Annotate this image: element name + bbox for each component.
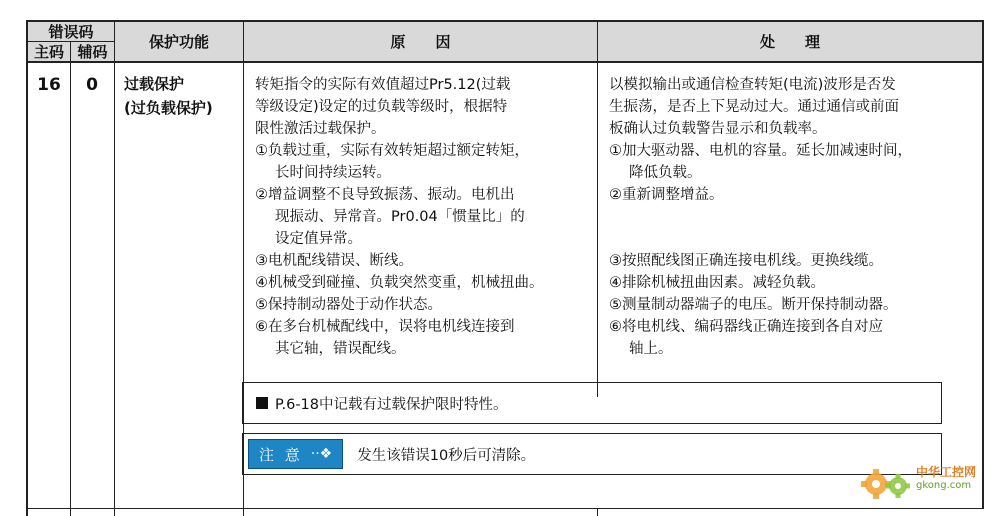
cause-line: 长时间持续运转。	[275, 165, 391, 181]
caution-label: 注 意	[259, 445, 303, 464]
col-line-4	[597, 20, 598, 397]
handling-item-1	[609, 140, 981, 184]
handling-intro-line: 生振荡，是否上下晃动过大。通过通信或前面	[609, 99, 899, 115]
cause-item-6	[255, 316, 595, 360]
cause-intro-line: 等级设定)设定的过负载等级时，根据特	[255, 99, 508, 115]
cause-item-1	[255, 140, 595, 184]
main-code-value: 16	[37, 75, 61, 95]
watermark-title: 中华工控网	[916, 465, 977, 479]
header-handling: 处 理	[598, 22, 982, 61]
function-alias: (过负载保护)	[124, 99, 213, 117]
cause-item-2	[255, 184, 595, 250]
cause-text	[255, 74, 595, 360]
cause-intro-line: 限性激活过载保护。	[255, 121, 386, 137]
handling-item-6	[609, 316, 981, 360]
header-function: 保护功能	[115, 22, 243, 61]
header-sub-code: 辅码	[71, 42, 114, 61]
dotted-arrow-icon: ··❖	[310, 446, 333, 462]
reference-note-text: P.6-18中记载有过载保护限时特性。	[275, 396, 508, 413]
handling-line: 轴上。	[629, 341, 673, 357]
col-line-2	[114, 20, 115, 516]
handling-intro-line: 以模拟输出或通信检查转矩(电流)波形是否发	[609, 77, 896, 93]
header-main-code: 主码	[28, 42, 70, 61]
handling-intro-line: 板确认过负载警告显示和负载率。	[609, 121, 827, 137]
cause-item-3: ③电机配线错误、断线。	[255, 253, 413, 269]
handling-line: ①加大驱动器、电机的容量。延长加减速时间，	[609, 143, 912, 159]
cause-item-5: ⑤保持制动器处于动作状态。	[255, 297, 442, 313]
cause-line: 其它轴，错误配线。	[275, 341, 406, 357]
handling-line: 降低负载。	[629, 165, 702, 181]
cause-line: ②增益调整不良导致振荡、振动。电机出	[255, 187, 515, 203]
cause-item-4: ④机械受到碰撞、负载突然变重，机械扭曲。	[255, 275, 544, 291]
cause-intro-line: 转矩指令的实际有效值超过Pr5.12(过载	[255, 77, 511, 93]
col-line-1	[70, 41, 71, 516]
caution-badge	[248, 439, 343, 469]
caution-text: 发生该错误10秒后可清除。	[357, 447, 536, 464]
handling-item-4: ④排除机械扭曲因素。减轻负载。	[609, 275, 825, 291]
handling-text	[609, 74, 981, 360]
header-cause: 原 因	[244, 22, 597, 61]
handling-item-3: ③按照配线图正确连接电机线。更换线缆。	[609, 253, 883, 269]
handling-item-2: ②重新调整增益。	[609, 187, 724, 203]
cause-line: ⑥在多台机械配线中，误将电机线连接到	[255, 319, 515, 335]
cause-line: ①负载过重，实际有效转矩超过额定转矩，	[255, 143, 529, 159]
col-line-4b	[597, 508, 598, 516]
header-bottom-line	[26, 61, 984, 63]
sub-code-value: 0	[86, 75, 98, 95]
protection-function	[124, 72, 242, 120]
caution-note	[242, 433, 942, 475]
cause-line: 设定值异常。	[275, 231, 362, 247]
function-name: 过载保护	[124, 75, 185, 93]
header-error-code: 错误码	[28, 22, 114, 41]
square-bullet-icon	[256, 397, 268, 409]
handling-item-5: ⑤测量制动器端子的电压。断开保持制动器。	[609, 297, 898, 313]
row-bottom-line	[26, 508, 984, 509]
watermark-url: gkong.com	[916, 480, 972, 491]
handling-line: ⑥将电机线、编码器线正确连接到各自对应	[609, 319, 883, 335]
reference-note	[242, 382, 942, 424]
right-border	[982, 20, 984, 508]
cause-line: 现振动、异常音。Pr0.04「惯量比」的	[275, 209, 525, 225]
handling-spacer	[609, 206, 981, 250]
